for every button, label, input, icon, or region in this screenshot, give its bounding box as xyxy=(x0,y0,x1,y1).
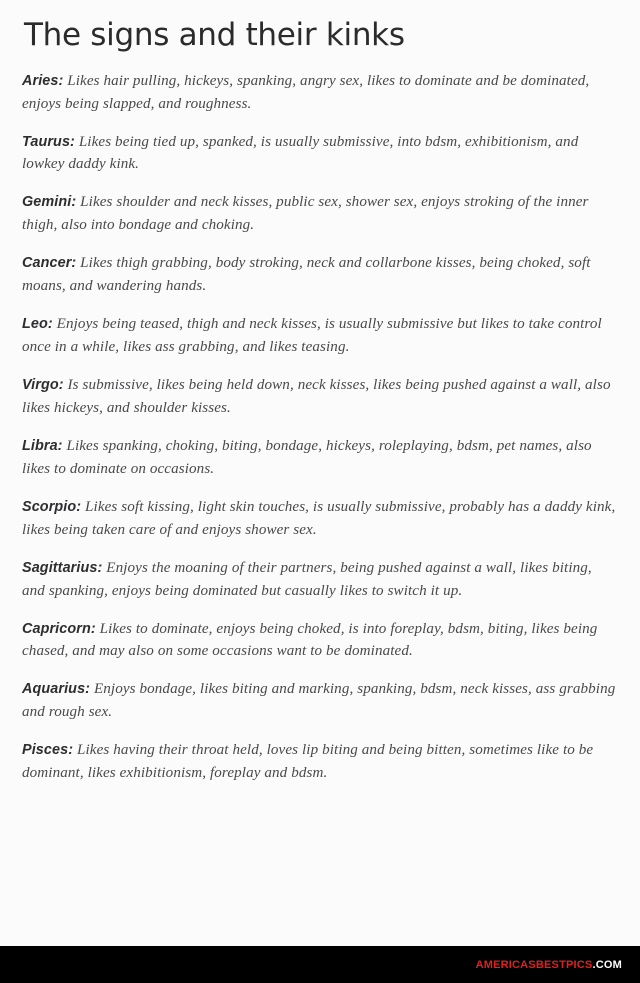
sign-description: Enjoys the moaning of their partners, being pushed against a wall, likes biting, and spanking, enjoys being dominated but casually likes to switch it up. xyxy=(22,559,592,599)
sign-description: Likes being tied up, spanked, is usually submissive, into bdsm, exhibitionism, and lowkey daddy kink. xyxy=(22,133,579,173)
sign-name: Aries: xyxy=(22,72,64,89)
sign-name: Virgo: xyxy=(22,377,64,394)
list-item xyxy=(22,678,618,724)
sign-name: Libra: xyxy=(22,437,63,454)
footer-bar xyxy=(0,946,640,983)
list-item xyxy=(22,70,618,116)
sign-description: Likes spanking, choking, biting, bondage, hickeys, roleplaying, bdsm, pet names, also likes to dominate on occasions. xyxy=(22,437,592,477)
sign-name: Cancer: xyxy=(22,255,77,272)
watermark xyxy=(476,959,640,971)
sign-name: Gemini: xyxy=(22,194,77,211)
sign-name: Pisces: xyxy=(22,742,74,759)
sign-name: Taurus: xyxy=(22,133,75,150)
sign-name: Leo: xyxy=(22,316,53,333)
sign-description: Likes thigh grabbing, body stroking, neck and collarbone kisses, being choked, soft moans, and wandering hands. xyxy=(22,255,591,295)
sign-description: Enjoys being teased, thigh and neck kisses, is usually submissive but likes to take control once in a while, likes ass grabbing, and likes teasing. xyxy=(22,316,602,356)
list-item xyxy=(22,496,618,542)
list-item xyxy=(22,739,618,785)
list-item xyxy=(22,252,618,298)
sign-name: Capricorn: xyxy=(22,620,96,637)
list-item xyxy=(22,191,618,237)
list-item xyxy=(22,313,618,359)
list-item xyxy=(22,557,618,603)
list-item xyxy=(22,435,618,481)
sign-name: Sagittarius: xyxy=(22,559,103,576)
sign-description: Enjoys bondage, likes biting and marking, spanking, bdsm, neck kisses, ass grabbing and rough sex. xyxy=(22,681,616,721)
sign-name: Aquarius: xyxy=(22,681,91,698)
page-title: The signs and their kinks xyxy=(24,17,405,53)
watermark-site-name: AMERICASBESTPICS xyxy=(475,958,593,971)
sign-description: Likes hair pulling, hickeys, spanking, angry sex, likes to dominate and be dominated, enjoys being slapped, and roughness. xyxy=(22,72,590,112)
sign-description: Likes having their throat held, loves lip biting and being bitten, sometimes like to be dominant, likes exhibitionism, foreplay and bdsm. xyxy=(22,742,594,782)
list-item xyxy=(22,618,618,664)
sign-name: Scorpio: xyxy=(22,498,82,515)
sign-description: Likes soft kissing, light skin touches, is usually submissive, probably has a daddy kink, likes being taken care of and enjoys shower sex. xyxy=(22,498,616,538)
sign-description: Is submissive, likes being held down, neck kisses, likes being pushed against a wall, also likes hickeys, and shoulder kisses. xyxy=(22,377,611,416)
sign-description: Likes shoulder and neck kisses, public sex, shower sex, enjoys stroking of the inner thigh, also into bondage and choking. xyxy=(22,194,589,234)
list-item xyxy=(22,374,618,420)
watermark-tld: .COM xyxy=(592,958,622,971)
list-item xyxy=(22,131,618,177)
sign-description: Likes to dominate, enjoys being choked, is into foreplay, bdsm, biting, likes being chased, and may also on some occasions want to be dominated. xyxy=(22,620,598,660)
